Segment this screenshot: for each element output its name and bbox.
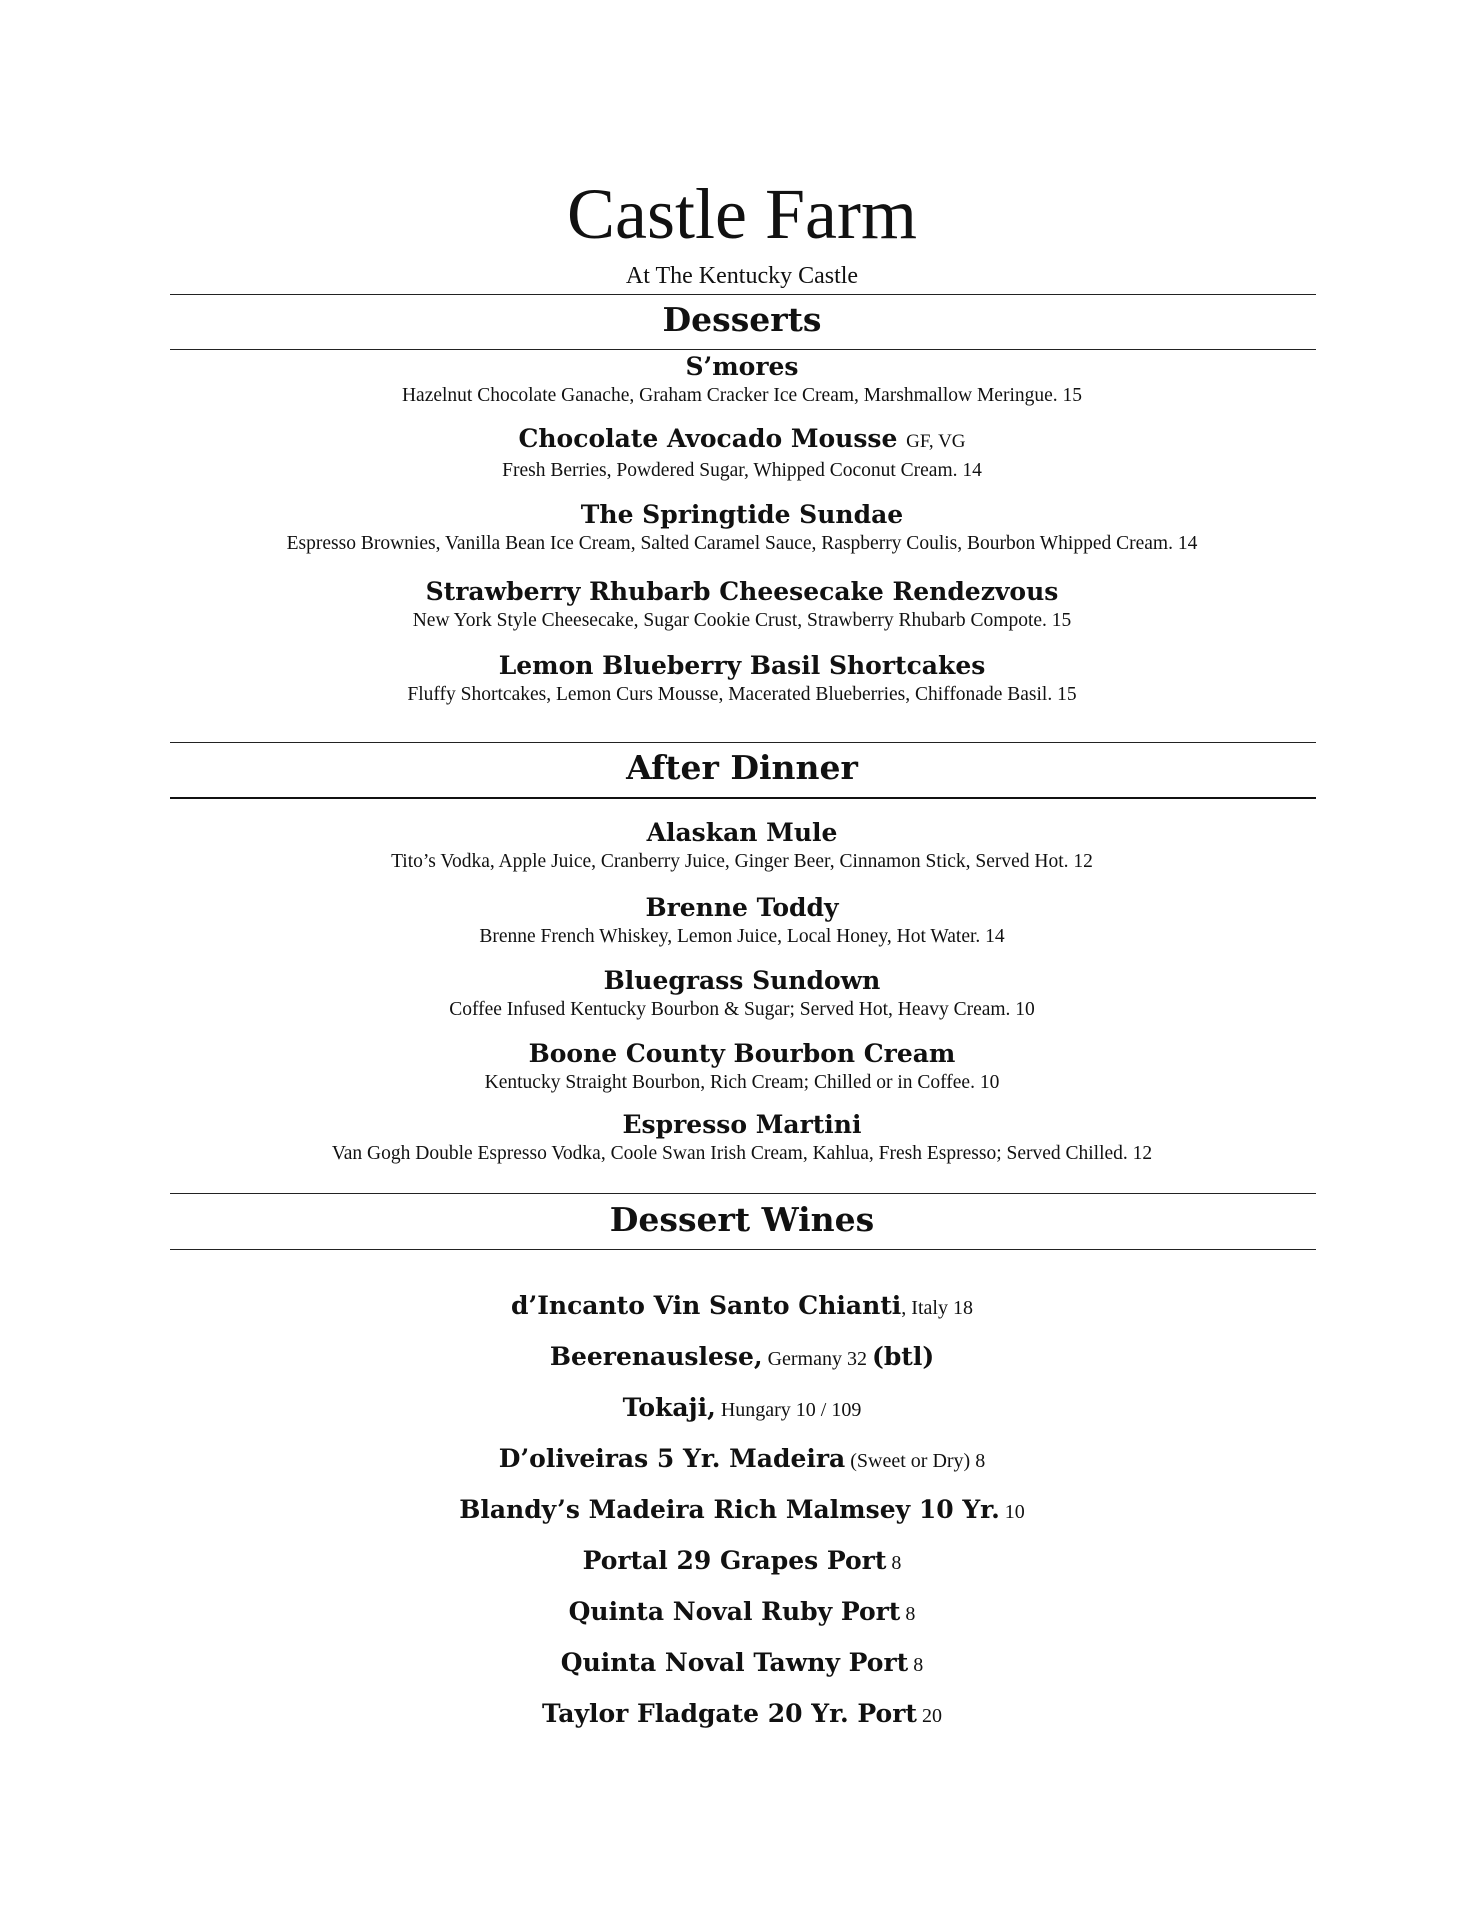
wine-name: d’Incanto Vin Santo Chianti — [511, 1291, 902, 1320]
section-divider — [170, 742, 1316, 743]
menu-item — [0, 893, 1484, 950]
wine-detail: 10 — [999, 1501, 1025, 1523]
wine-detail: , Italy 18 — [901, 1297, 973, 1319]
wine-item — [0, 1696, 1484, 1734]
item-name: Boone County Bourbon Cream — [528, 1039, 956, 1068]
wine-name: Beerenauslese, — [549, 1342, 763, 1371]
section-divider — [170, 797, 1316, 799]
wine-detail: Germany 32 — [762, 1348, 872, 1370]
item-description: Hazelnut Chocolate Ganache, Graham Cracker Ice Cream, Marshmallow Meringue. 15 — [401, 385, 1083, 406]
wine-detail: 8 — [900, 1603, 916, 1625]
section-divider — [170, 349, 1316, 350]
wine-item — [0, 1339, 1484, 1377]
item-description: New York Style Cheesecake, Sugar Cookie Crust, Strawberry Rhubarb Compote. 15 — [412, 610, 1072, 631]
wine-item — [0, 1645, 1484, 1683]
wine-item — [0, 1390, 1484, 1428]
item-description: Brenne French Whiskey, Lemon Juice, Local Honey, Hot Water. 14 — [479, 926, 1005, 947]
item-name: Espresso Martini — [622, 1110, 862, 1139]
item-description: Fluffy Shortcakes, Lemon Curs Mousse, Macerated Blueberries, Chiffonade Basil. 15 — [407, 684, 1077, 705]
menu-item — [0, 818, 1484, 875]
wine-detail: (Sweet or Dry) 8 — [845, 1450, 986, 1472]
menu-item — [0, 500, 1484, 557]
wine-name: Taylor Fladgate 20 Yr. Port — [542, 1699, 917, 1728]
wine-name: Portal 29 Grapes Port — [582, 1546, 887, 1575]
item-name: Strawberry Rhubarb Cheesecake Rendezvous — [425, 577, 1059, 606]
item-description: Fresh Berries, Powdered Sugar, Whipped Coconut Cream. 14 — [502, 460, 982, 481]
section-title-desserts: Desserts — [662, 300, 822, 339]
item-description: Tito’s Vodka, Apple Juice, Cranberry Juice, Ginger Beer, Cinnamon Stick, Served Hot. 12 — [391, 851, 1093, 872]
wine-item — [0, 1594, 1484, 1632]
item-name: S’mores — [685, 352, 799, 381]
wine-name: Quinta Noval Ruby Port — [568, 1597, 901, 1626]
section-divider — [170, 1193, 1316, 1194]
item-description: Kentucky Straight Bourbon, Rich Cream; Chilled or in Coffee. 10 — [484, 1072, 1000, 1093]
wine-detail: 8 — [886, 1552, 902, 1574]
wine-detail: Hungary 10 / 109 — [715, 1399, 862, 1421]
page-title: Castle Farm — [567, 174, 917, 254]
item-name: Lemon Blueberry Basil Shortcakes — [498, 651, 986, 680]
wine-name: D’oliveiras 5 Yr. Madeira — [498, 1444, 846, 1473]
item-name: Alaskan Mule — [646, 818, 838, 847]
wine-name: Tokaji, — [622, 1393, 716, 1422]
menu-item — [0, 651, 1484, 708]
menu-item — [0, 1039, 1484, 1096]
wine-detail: 8 — [908, 1654, 924, 1676]
section-divider — [170, 294, 1316, 295]
menu-item — [0, 424, 1484, 484]
item-name: Brenne Toddy — [645, 893, 839, 922]
item-description: Coffee Infused Kentucky Bourbon & Sugar; Served Hot, Heavy Cream. 10 — [449, 999, 1035, 1020]
wine-name: Quinta Noval Tawny Port — [560, 1648, 909, 1677]
item-name-line — [0, 424, 1484, 457]
page-subtitle: At The Kentucky Castle — [625, 263, 859, 289]
item-name: Bluegrass Sundown — [603, 966, 881, 995]
wine-suffix: (btl) — [871, 1342, 935, 1371]
wine-detail: 20 — [916, 1705, 942, 1727]
menu-item — [0, 1110, 1484, 1167]
wine-item — [0, 1288, 1484, 1326]
item-name: Chocolate Avocado Mousse — [518, 424, 898, 453]
item-name: The Springtide Sundae — [580, 500, 904, 529]
wine-item — [0, 1492, 1484, 1530]
wine-name: Blandy’s Madeira Rich Malmsey 10 Yr. — [459, 1495, 1000, 1524]
menu-item — [0, 352, 1484, 409]
menu-item — [0, 966, 1484, 1023]
section-divider — [170, 1249, 1316, 1250]
dietary-tag: GF, VG — [906, 431, 966, 452]
wine-item — [0, 1543, 1484, 1581]
section-title-after-dinner: After Dinner — [626, 748, 858, 787]
wine-item — [0, 1441, 1484, 1479]
item-description: Espresso Brownies, Vanilla Bean Ice Cream, Salted Caramel Sauce, Raspberry Coulis, Bourbon Whipped Cream. 14 — [286, 533, 1198, 554]
menu-item — [0, 577, 1484, 634]
item-description: Van Gogh Double Espresso Vodka, Coole Swan Irish Cream, Kahlua, Fresh Espresso; Served Chilled. 12 — [331, 1143, 1153, 1164]
section-title-dessert-wines: Dessert Wines — [609, 1200, 875, 1239]
